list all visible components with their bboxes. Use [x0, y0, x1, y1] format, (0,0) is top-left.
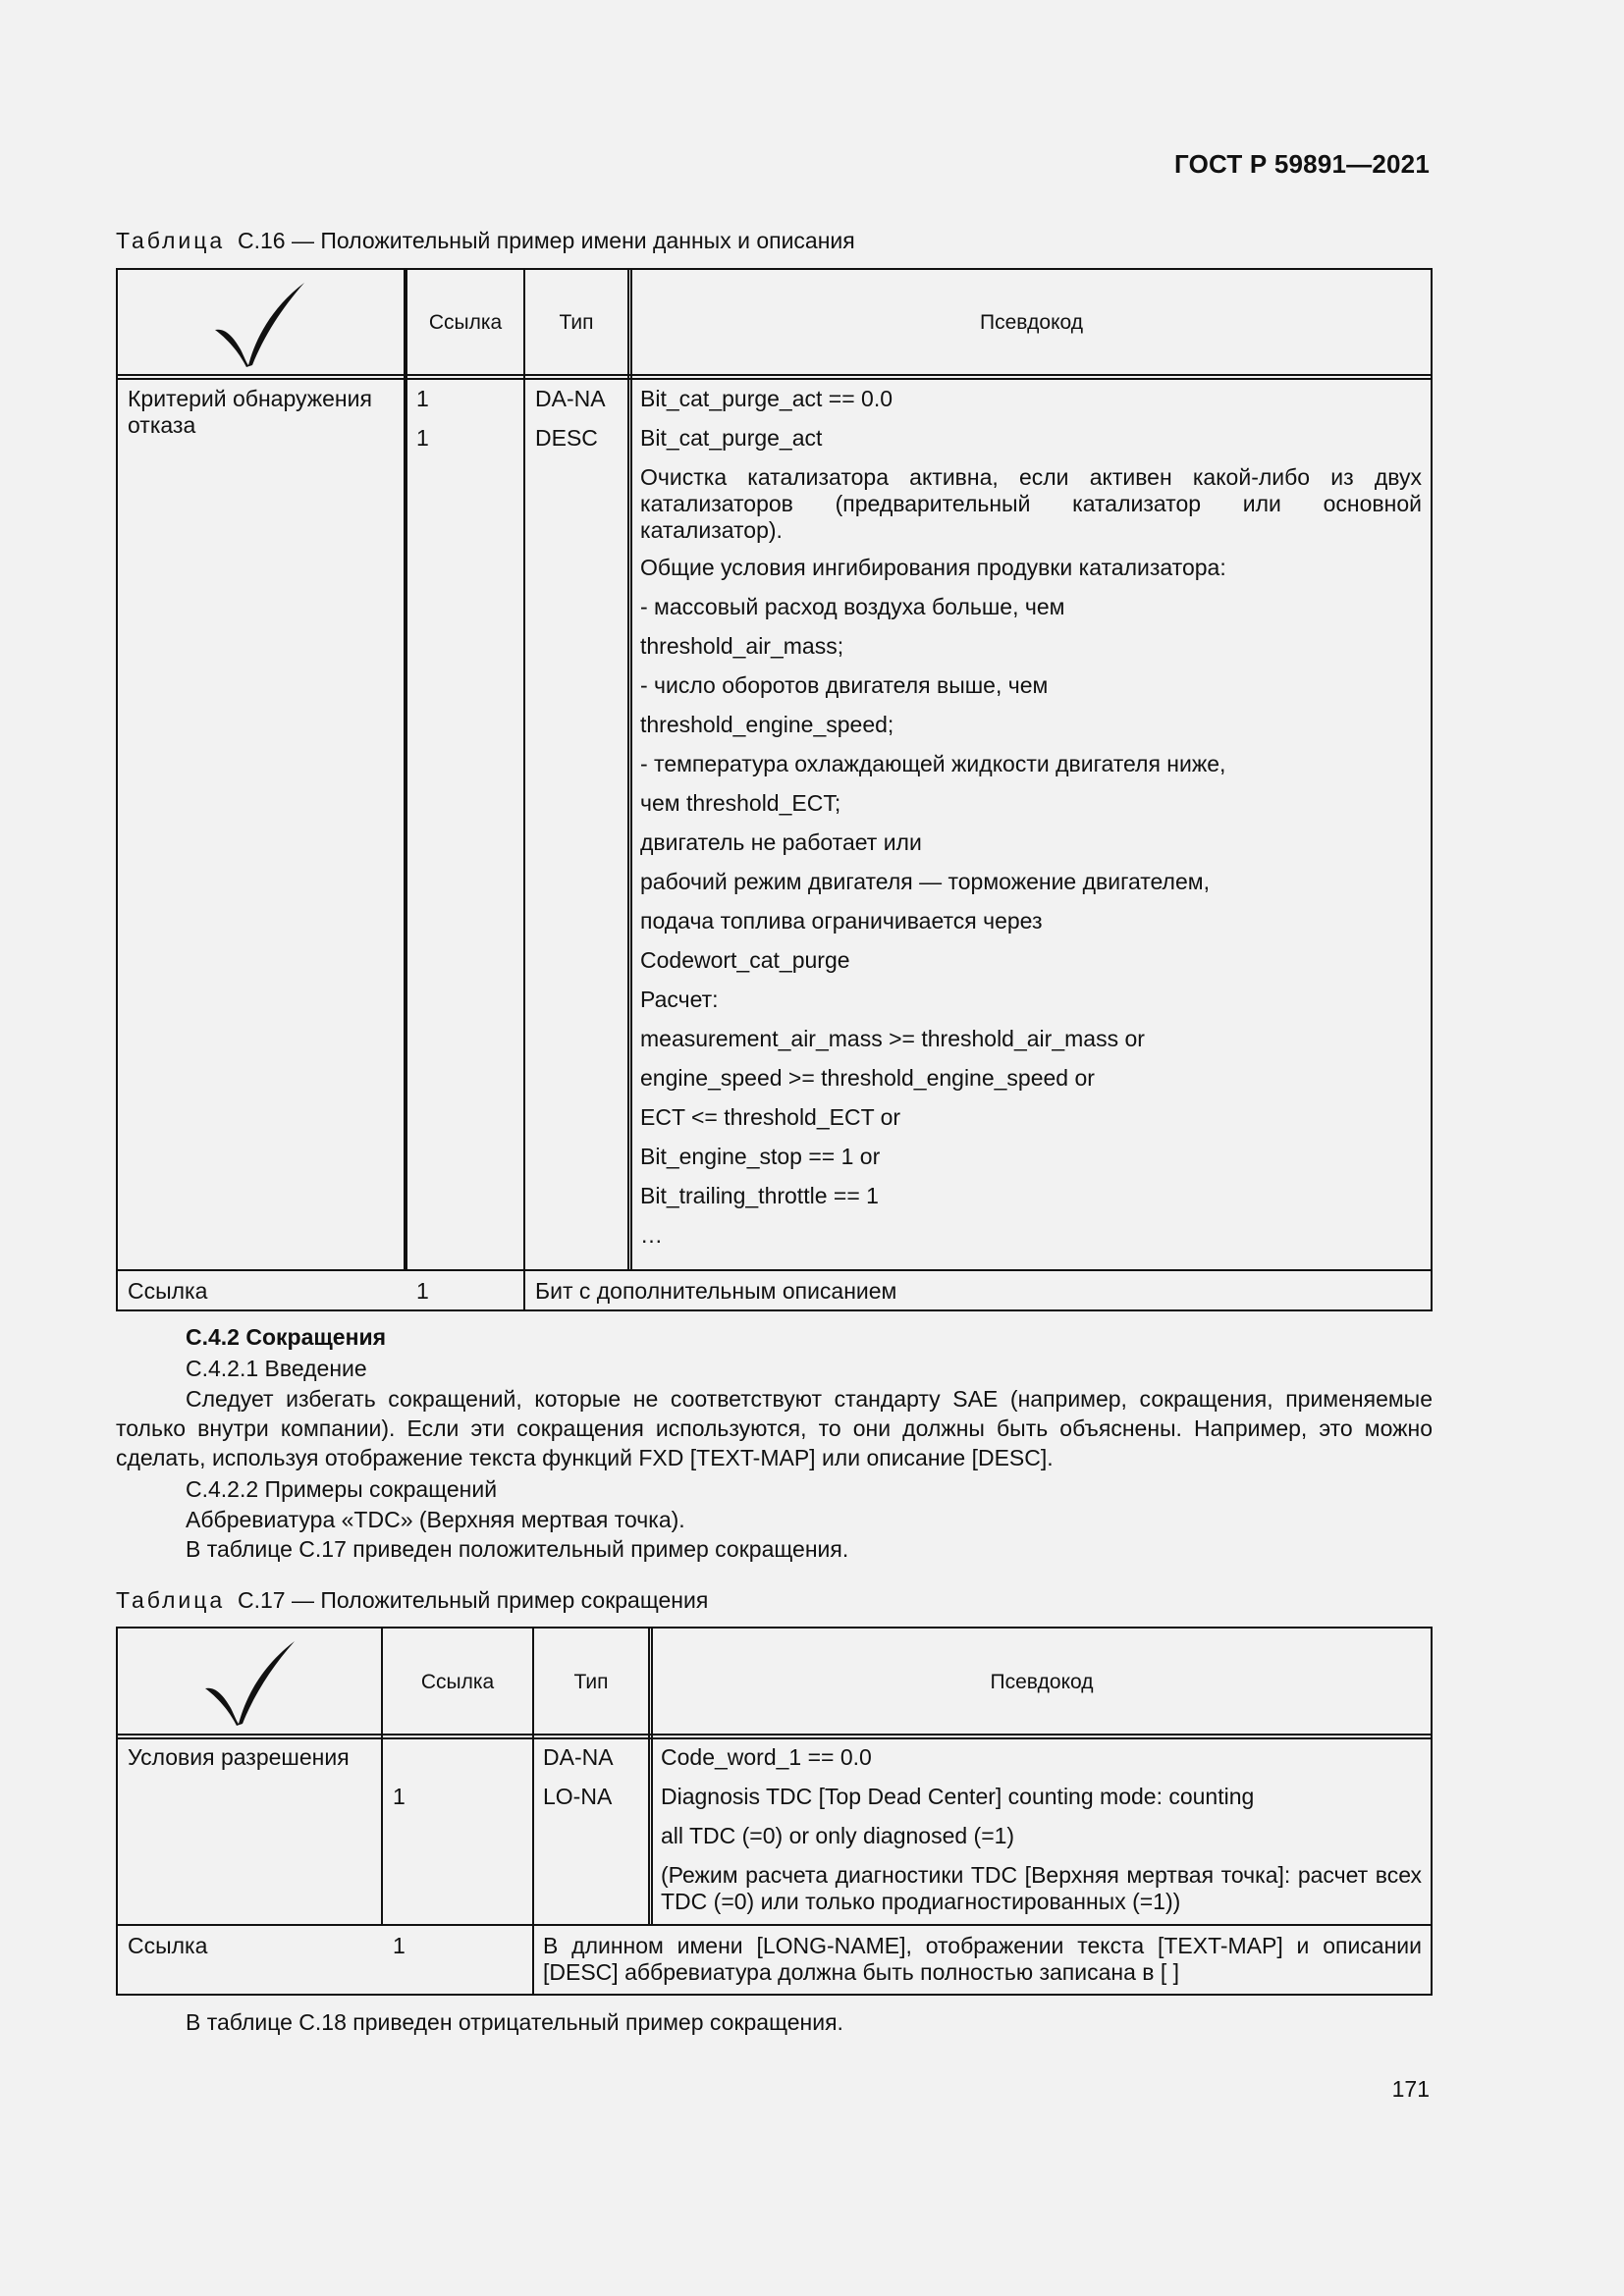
- pseudocode-line: Code_word_1 == 0.0: [661, 1744, 872, 1770]
- header-type: Тип: [559, 311, 594, 334]
- table-divider: [523, 268, 525, 1311]
- table-divider: [648, 1627, 650, 1926]
- pseudocode-line: Diagnosis TDC [Top Dead Center] counting mode: counting: [661, 1784, 1255, 1809]
- caption-text: С.17 — Положительный пример сокращения: [237, 1587, 709, 1613]
- table-divider: [116, 374, 1433, 376]
- table-divider: [406, 268, 407, 1270]
- pseudocode-line: Общие условия ингибирования продувки катализатора:: [640, 555, 1226, 580]
- header-type: Тип: [573, 1671, 609, 1693]
- footer-text: В длинном имени [LONG-NAME], отображении текста [TEXT-MAP] и описании [DESC] аббревиатура должна быть полностью записана в [ ]: [543, 1933, 1422, 1985]
- pseudocode-line: …: [640, 1222, 663, 1248]
- subsection-heading: С.4.2.2 Примеры сокращений: [186, 1476, 498, 1502]
- footer-ref: 1: [416, 1278, 429, 1304]
- table-divider: [116, 1734, 1433, 1735]
- intro-paragraph: Следует избегать сокращений, которые не соответствуют стандарту SAE (например, сокращения, применяемые только внутри компании). Если эти сокращения используются, то они должны быть объяснены. Например, это можно сделать, используя отображение текста функций FXD [TEXT-MAP] или описание [DESC].: [116, 1386, 1433, 1470]
- pseudocode-line: Расчет:: [640, 987, 719, 1012]
- pseudocode-line: Codewort_cat_purge: [640, 947, 850, 973]
- header-ref: Ссылка: [420, 1671, 495, 1693]
- subsection-heading: С.4.2.1 Введение: [186, 1356, 367, 1381]
- row-label: Условия разрешения: [128, 1744, 350, 1770]
- pseudocode-line: threshold_engine_speed;: [640, 712, 894, 737]
- table-caption-c16: [116, 227, 855, 254]
- pseudocode-line: Bit_trailing_throttle == 1: [640, 1183, 879, 1208]
- standard-header: ГОСТ Р 59891—2021: [1174, 149, 1430, 179]
- type-value: DA-NA: [543, 1744, 614, 1770]
- pseudocode-line: Bit_cat_purge_act == 0.0: [640, 386, 893, 411]
- footer-label: Ссылка: [128, 1278, 208, 1304]
- ref-value: 1: [416, 425, 429, 451]
- table-divider: [116, 1924, 1433, 1926]
- body-line: Аббревиатура «TDC» (Верхняя мертвая точка).: [186, 1507, 685, 1532]
- table-divider: [627, 268, 629, 1270]
- pseudocode-line: подача топлива ограничивается через: [640, 908, 1043, 934]
- type-value: LO-NA: [543, 1784, 613, 1809]
- pseudocode-line: threshold_air_mass;: [640, 633, 844, 659]
- footer-label: Ссылка: [128, 1933, 208, 1958]
- pseudocode-paragraph: Очистка катализатора активна, если активен какой-либо из двух катализаторов (предварительный катализатор или основной катализатор).: [640, 464, 1422, 543]
- section-heading: С.4.2 Сокращения: [186, 1324, 387, 1350]
- pseudocode-line: Bit_engine_stop == 1 or: [640, 1144, 881, 1169]
- pseudocode-line: чем threshold_ECT;: [640, 790, 841, 816]
- header-pseudocode: Псевдокод: [979, 311, 1084, 334]
- table-divider: [116, 1737, 1433, 1739]
- footer-text: Бит с дополнительным описанием: [535, 1278, 897, 1304]
- ref-value: 1: [393, 1784, 406, 1809]
- closing-line: В таблице С.18 приведен отрицательный пример сокращения.: [186, 2009, 843, 2035]
- table-divider: [116, 378, 1433, 380]
- pseudocode-line: - число оборотов двигателя выше, чем: [640, 672, 1049, 698]
- caption-text: С.16 — Положительный пример имени данных и описания: [237, 228, 855, 253]
- row-label: Критерий обнаружения отказа: [128, 386, 372, 438]
- body-line: В таблице С.17 приведен положительный пример сокращения.: [186, 1536, 849, 1562]
- pseudocode-paragraph: (Режим расчета диагностики TDC [Верхняя мертвая точка]: расчет всех TDC (=0) или только продиагностированных (=1)): [661, 1862, 1422, 1914]
- pseudocode-line: двигатель не работает или: [640, 829, 922, 855]
- header-pseudocode: Псевдокод: [990, 1671, 1094, 1693]
- pseudocode-block: [661, 1744, 1422, 1915]
- checkmark-icon: [201, 1637, 299, 1728]
- checkmark-icon: [211, 279, 309, 369]
- pseudocode-line: measurement_air_mass >= threshold_air_mass or: [640, 1026, 1145, 1051]
- page-number: 171: [1391, 2076, 1430, 2102]
- header-ref: Ссылка: [428, 311, 503, 334]
- pseudocode-line: engine_speed >= threshold_engine_speed or: [640, 1065, 1095, 1091]
- table-divider: [630, 268, 632, 1270]
- caption-label: Таблица: [116, 1587, 226, 1613]
- pseudocode-line: all TDC (=0) or only diagnosed (=1): [661, 1823, 1015, 1848]
- pseudocode-line: ECT <= threshold_ECT or: [640, 1104, 901, 1130]
- pseudocode-line: - массовый расход воздуха больше, чем: [640, 594, 1065, 619]
- pseudocode-line: рабочий режим двигателя — торможение двигателем,: [640, 869, 1210, 894]
- pseudocode-line: - температура охлаждающей жидкости двигателя ниже,: [640, 751, 1226, 776]
- pseudocode-block: [640, 386, 1422, 1261]
- footer-ref: 1: [393, 1933, 406, 1958]
- type-value: DA-NA: [535, 386, 606, 411]
- ref-value: 1: [416, 386, 429, 411]
- type-value: DESC: [535, 425, 598, 451]
- table-caption-c17: [116, 1586, 708, 1614]
- pseudocode-line: Bit_cat_purge_act: [640, 425, 823, 451]
- caption-label: Таблица: [116, 228, 226, 253]
- table-divider: [116, 1269, 1433, 1271]
